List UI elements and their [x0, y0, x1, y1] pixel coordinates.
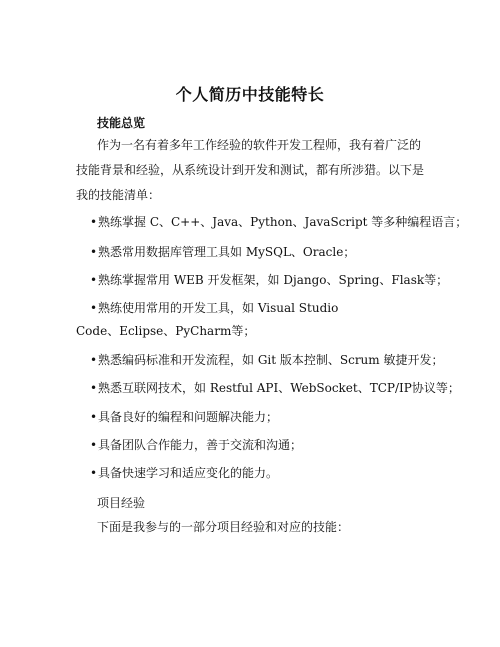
project-intro: 下面是我参与的一部分项目经验和对应的技能： [97, 520, 350, 534]
skill-item-7 [90, 408, 425, 425]
skill-text: 熟悉互联网技术，如 Restful API、WebSocket、TCP/IP协议等； [98, 381, 460, 395]
skill-item-6 [90, 379, 460, 396]
skill-item-1 [90, 213, 468, 230]
skill-item-8 [90, 436, 425, 453]
skill-text: 熟练使用常用的开发工具，如 Visual Studio [98, 301, 339, 315]
page-title: 个人简历中技能特长 [175, 85, 325, 104]
bullet-icon: • [90, 353, 98, 367]
bullet-icon: • [90, 273, 98, 287]
bullet-icon: • [90, 466, 98, 480]
skill-item-2 [90, 243, 425, 260]
overview-heading: 技能总览 [97, 116, 146, 130]
bullet-icon: • [90, 410, 98, 424]
skill-item-4-continuation: Code、Eclipse、PyCharm等； [76, 324, 256, 338]
skill-item-4 [90, 299, 425, 316]
skill-text: 熟悉编码标准和开发流程，如 Git 版本控制、Scrum 敏捷开发； [98, 353, 444, 367]
bullet-icon: • [90, 215, 98, 229]
skill-text: 具备快速学习和适应变化的能力。 [98, 466, 279, 480]
overview-paragraph: 作为一名有着多年工作经验的软件开发工程师，我有着广泛的技能背景和经验，从系统设计到开发和测试，都有所涉猎。以下是我的技能清单： [76, 138, 425, 202]
project-heading: 项目经验 [97, 496, 146, 510]
skill-text: 熟悉常用数据库管理工具如 MySQL、Oracle； [98, 245, 356, 259]
skill-text: 熟练掌握 C、C++、Java、Python、JavaScript 等多种编程语言； [98, 215, 468, 229]
skill-text: 熟练掌握常用 WEB 开发框架，如 Django、Spring、Flask等； [98, 273, 449, 287]
skill-item-5 [90, 351, 444, 368]
bullet-icon: • [90, 381, 98, 395]
bullet-icon: • [90, 301, 98, 315]
bullet-icon: • [90, 438, 98, 452]
skill-text: 具备良好的编程和问题解决能力； [98, 410, 279, 424]
skill-text: 具备团队合作能力，善于交流和沟通； [98, 438, 303, 452]
skill-item-3 [90, 271, 449, 288]
bullet-icon: • [90, 245, 98, 259]
skill-item-9 [90, 464, 425, 481]
